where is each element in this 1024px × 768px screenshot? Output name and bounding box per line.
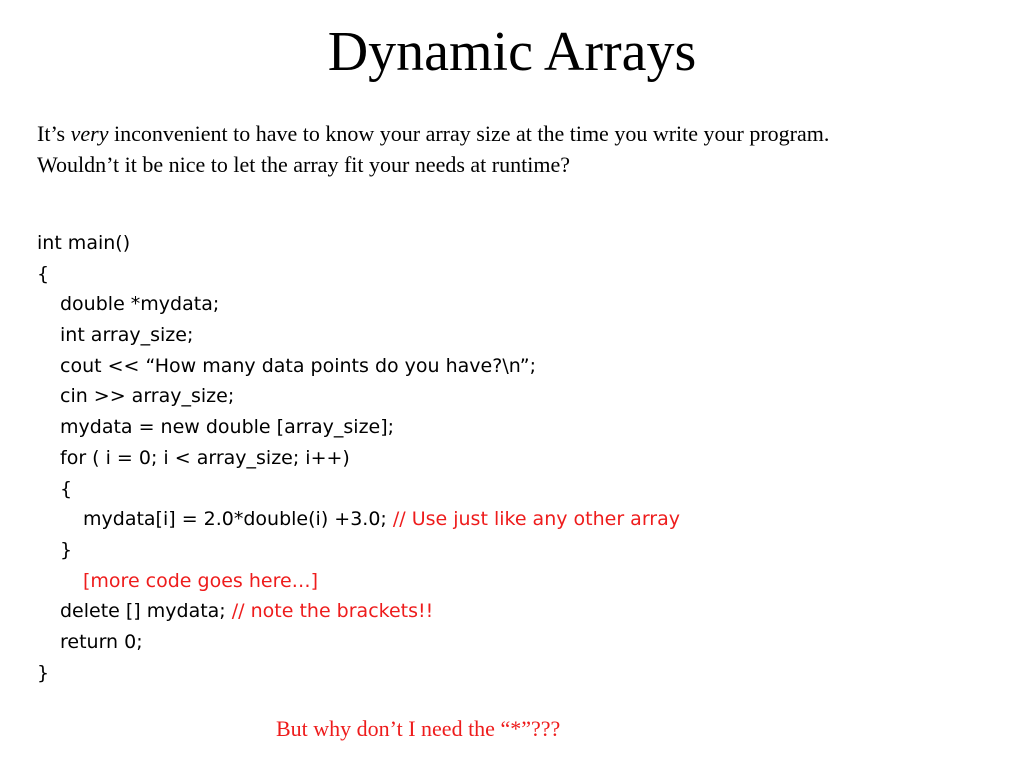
slide-title: Dynamic Arrays: [327, 21, 697, 83]
intro-line-1: [37, 118, 997, 149]
intro-line-1-suffix: inconvenient to have to know your array size at the time you write your program.: [108, 121, 830, 146]
code-comment: // note the brackets!!: [231, 600, 434, 623]
intro-paragraph: [37, 118, 997, 180]
intro-emphasis: very: [70, 121, 109, 146]
code-line: {: [60, 477, 73, 500]
code-line: double *mydata;: [60, 293, 220, 316]
code-statement: delete [] mydata;: [60, 600, 232, 623]
question-callout: But why don’t I need the “*”???: [276, 716, 561, 741]
code-line: int array_size;: [60, 324, 194, 347]
code-line: cin >> array_size;: [60, 385, 235, 408]
intro-line-1-prefix: It’s: [37, 121, 71, 146]
code-statement: mydata[i] = 2.0*double(i) +3.0;: [83, 508, 393, 531]
code-line: int main(): [37, 232, 131, 254]
code-placeholder-line: [more code goes here…]: [83, 569, 319, 592]
code-line: {: [37, 262, 50, 285]
intro-line-2: Wouldn’t it be nice to let the array fit your needs at runtime?: [37, 152, 570, 177]
code-line: }: [37, 661, 50, 684]
code-line: cout << “How many data points do you have?\n”;: [60, 354, 536, 377]
code-line: for ( i = 0; i < array_size; i++): [60, 446, 350, 469]
code-line: }: [60, 538, 73, 561]
code-block: [37, 228, 997, 688]
code-line: mydata = new double [array_size];: [60, 416, 395, 439]
code-comment: // Use just like any other array: [392, 508, 681, 531]
code-line: [37, 596, 997, 627]
code-line: return 0;: [60, 630, 143, 653]
code-line: [37, 504, 997, 535]
